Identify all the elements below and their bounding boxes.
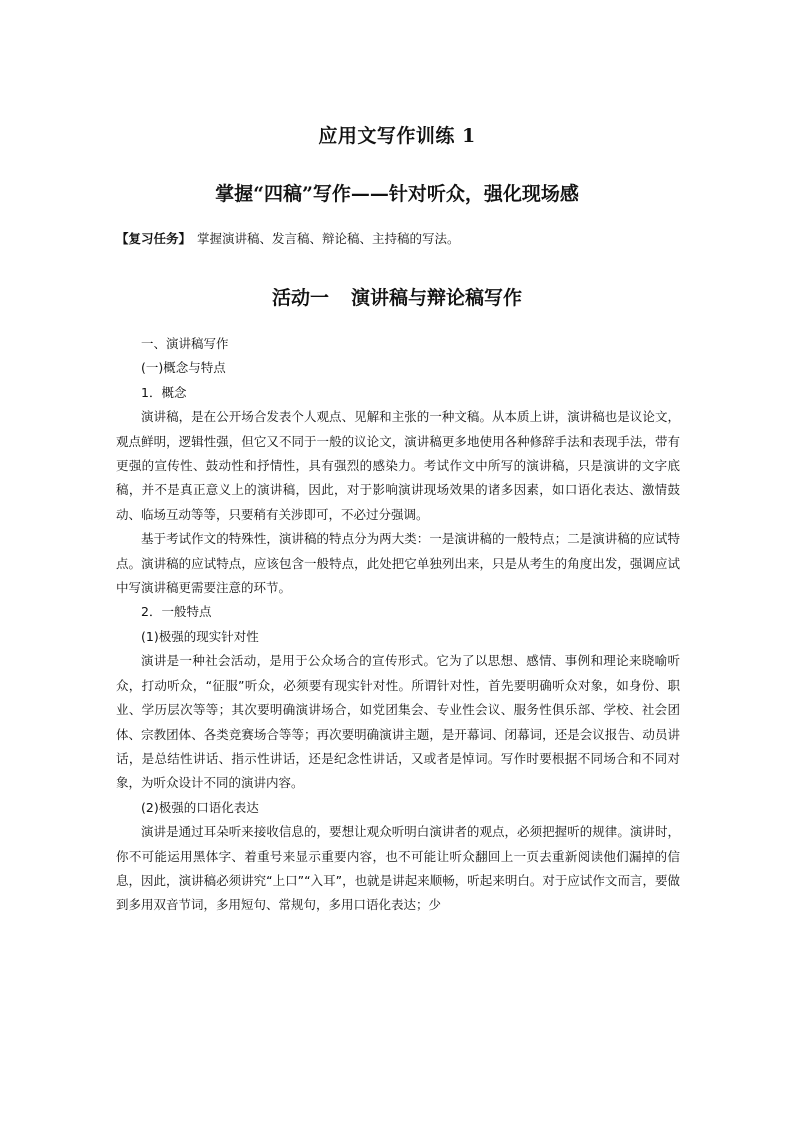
subsection-heading: (一)概念与特点 (141, 360, 226, 376)
point-heading: (1)极强的现实针对性 (141, 628, 259, 644)
activity-title: 演讲稿与辩论稿写作 (351, 287, 523, 309)
point-heading: (2)极强的口语化表达 (141, 799, 259, 815)
document-title: 应用文写作训练 1 (318, 125, 476, 147)
paragraph: 基于考试作文的特殊性，演讲稿的特点分为两大类：一是演讲稿的一般特点；二是演讲稿的应试特点。演讲稿的应试特点，应该包含一般特点，此处把它单独列出来，只是从考生的角度出发，强调应试中写演讲稿更需要注意的环节。 (116, 531, 680, 596)
review-task-text: 掌握演讲稿、发言稿、辩论稿、主持稿的写法。 (197, 231, 460, 246)
body-text (116, 332, 680, 918)
paragraph: 演讲稿，是在公开场合发表个人观点、见解和主张的一种文稿。从本质上讲，演讲稿也是议论文，观点鲜明，逻辑性强，但它又不同于一般的议论文，演讲稿更多地使用各种修辞手法和表现手法，带有更强的宣传性、鼓动性和抒情性，具有强烈的感染力。考试作文中所写的演讲稿，只是演讲的文字底稿，并不是真正意义上的演讲稿，因此，对于影响演讲现场效果的诸多因素，如口语化表达、激情鼓动、临场互动等等，只要稍有关涉即可，不必过分强调。 (116, 409, 680, 522)
item-heading: 1．概念 (141, 384, 187, 400)
item-heading: 2．一般特点 (141, 604, 212, 620)
paragraph: 演讲是通过耳朵听来接收信息的，要想让观众听明白演讲者的观点，必须把握听的规律。演讲时，你不可能运用黑体字、着重号来显示重要内容，也不可能让听众翻回上一页去重新阅读他们漏掉的信息，因此，演讲稿必须讲究“上口”“入耳”，也就是讲起来顺畅，听起来明白。对于应试作文而言，要做到多用双音节词，多用短句、常规句，多用口语化表达；少 (116, 824, 680, 913)
section-heading: 一、演讲稿写作 (141, 336, 229, 351)
review-task (116, 229, 686, 249)
activity-label: 活动一 (271, 287, 329, 309)
review-task-tag: 【复习任务】 (116, 231, 192, 246)
paragraph: 演讲是一种社会活动，是用于公众场合的宣传形式。它为了以思想、感情、事例和理论来晓喻听众，打动听众，“征服”听众，必须要有现实针对性。所谓针对性，首先要明确听众对象，如身份、职业、学历层次等等；其次要明确演讲场合，如党团集会、专业性会议、服务性俱乐部、学校、社会团体、宗教团体、各类竞赛场合等等；再次要明确演讲主题，是开幕词、闭幕词，还是会议报告、动员讲话，是总结性讲话、指示性讲话，还是纪念性讲话，又或者是悼词。写作时要根据不同场合和不同对象，为听众设计不同的演讲内容。 (116, 653, 680, 791)
activity-heading (0, 284, 794, 312)
document-subtitle: 掌握“四稿”写作——针对听众，强化现场感 (215, 183, 579, 205)
